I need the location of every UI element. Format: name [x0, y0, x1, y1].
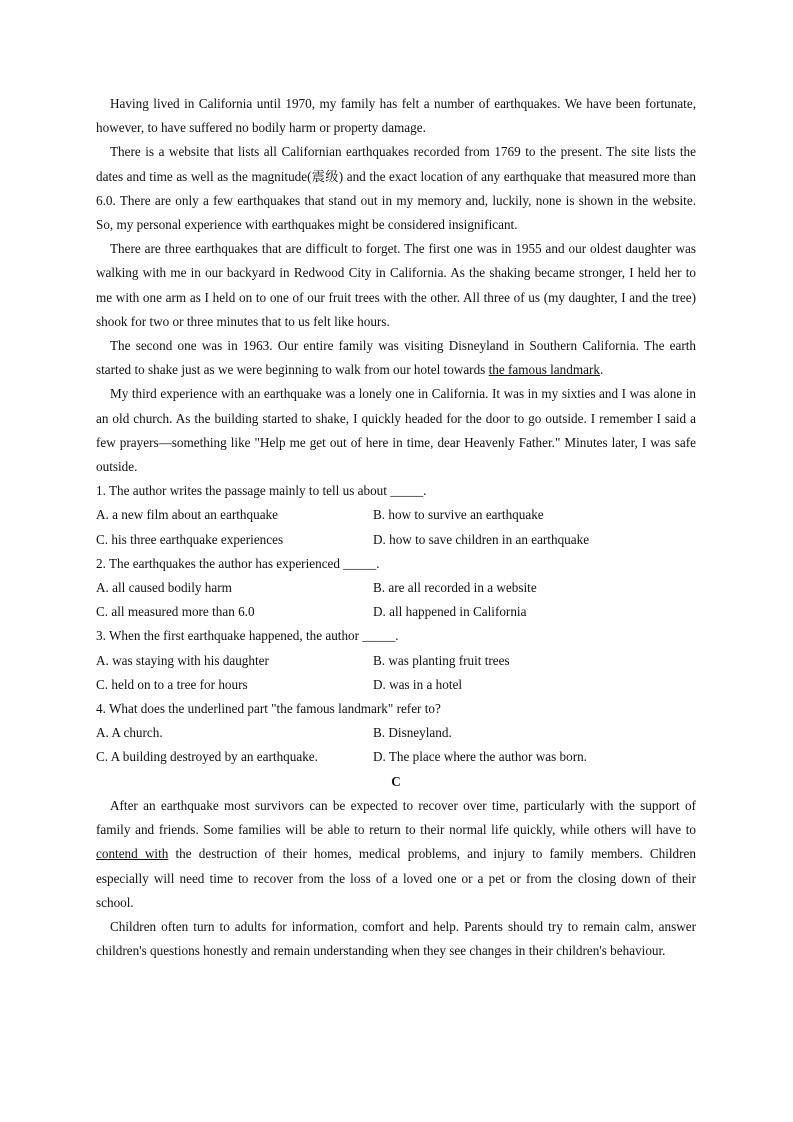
paragraph-4-period: .	[599, 362, 604, 378]
passage-c-p1-text-after: the destruction of their homes, medical problems, and injury to family members. Children especially will need time to recover from the loss of a loved one or a pet or from the closing down of their school.	[96, 846, 696, 910]
question-3-stem: 3. When the first earthquake happened, the author _____.	[96, 628, 399, 644]
question-4-option-c: C. A building destroyed by an earthquake.	[96, 749, 318, 765]
underlined-famous-landmark: the famous landmark	[488, 362, 600, 378]
question-3-options-row-2	[96, 673, 696, 697]
passage-c-p1-text-before: After an earthquake most survivors can be expected to recover over time, particularly with the support of family and friends. Some families will be able to return to their normal life quickly, while others will have to	[96, 797, 696, 838]
question-2-options-row-2	[96, 600, 696, 624]
question-4-options-row-1	[96, 721, 696, 745]
question-4-option-d: D. The place where the author was born.	[373, 749, 587, 765]
question-1-option-a: A. a new film about an earthquake	[96, 507, 278, 523]
question-2-option-b: B. are all recorded in a website	[373, 580, 537, 596]
question-1-options-row-1	[96, 503, 696, 527]
question-2-option-a: A. all caused bodily harm	[96, 580, 232, 596]
section-c-title: C	[391, 773, 401, 789]
question-4-option-a: A. A church.	[96, 725, 163, 741]
passage-b-paragraph-3: There are three earthquakes that are difficult to forget. The first one was in 1955 and our oldest daughter was walking with me in our backyard in Redwood City in California. As the shaking became stronger, I held her to me with one arm as I held on to one of our fruit trees with the other. All three of us (my daughter, I and the tree) shook for two or three minutes that to us felt like hours.	[96, 241, 696, 329]
question-3-option-b: B. was planting fruit trees	[373, 652, 510, 668]
question-2-options-row-1	[96, 576, 696, 600]
question-3-option-d: D. was in a hotel	[373, 676, 462, 692]
document-page	[96, 92, 696, 963]
paragraph-4-text: The second one was in 1963. Our entire family was visiting Disneyland in Southern California. The earth started to shake just as we were beginning to walk from our hotel towards	[96, 338, 696, 378]
passage-c-paragraph-1	[96, 794, 696, 915]
question-3-option-c: C. held on to a tree for hours	[96, 676, 248, 692]
passage-b-paragraph-1: Having lived in California until 1970, my family has felt a number of earthquakes. We have been fortunate, however, to have suffered no bodily harm or property damage.	[96, 96, 696, 136]
question-2-option-d: D. all happened in California	[373, 604, 527, 620]
question-2-stem: 2. The earthquakes the author has experienced _____.	[96, 555, 380, 571]
passage-b-paragraph-4	[96, 334, 696, 382]
question-1-options-row-2	[96, 528, 696, 552]
question-3-option-a: A. was staying with his daughter	[96, 652, 269, 668]
question-3-options-row-1	[96, 649, 696, 673]
question-1-stem: 1. The author writes the passage mainly to tell us about _____.	[96, 483, 427, 499]
passage-b-paragraph-2: There is a website that lists all Californian earthquakes recorded from 1769 to the present. The site lists the dates and time as well as the magnitude(震级) and the exact location of any earthquake that measured more than 6.0. There are only a few earthquakes that stand out in my memory and, luckily, none is shown in the website. So, my personal experience with earthquakes might be considered insignificant.	[96, 144, 696, 233]
question-4-options-row-2	[96, 745, 696, 769]
question-1-option-d: D. how to save children in an earthquake	[373, 531, 590, 547]
underlined-contend-with: contend with	[96, 846, 169, 862]
question-1-option-b: B. how to survive an earthquake	[373, 507, 544, 523]
passage-c-paragraph-2: Children often turn to adults for information, comfort and help. Parents should try to remain calm, answer children's questions honestly and remain understanding when they see changes in their children's behaviour.	[96, 918, 696, 959]
question-2-option-c: C. all measured more than 6.0	[96, 604, 255, 620]
question-4-option-b: B. Disneyland.	[373, 725, 452, 741]
question-1-option-c: C. his three earthquake experiences	[96, 531, 284, 547]
question-4-stem: 4. What does the underlined part "the famous landmark" refer to?	[96, 701, 441, 717]
passage-b-paragraph-5: My third experience with an earthquake was a lonely one in California. It was in my sixties and I was alone in an old church. As the building started to shake, I quickly headed for the door to go outside. I remember I said a few prayers—something like "Help me get out of here in time, dear Heavenly Father." Minutes later, I was safe outside.	[96, 386, 696, 475]
